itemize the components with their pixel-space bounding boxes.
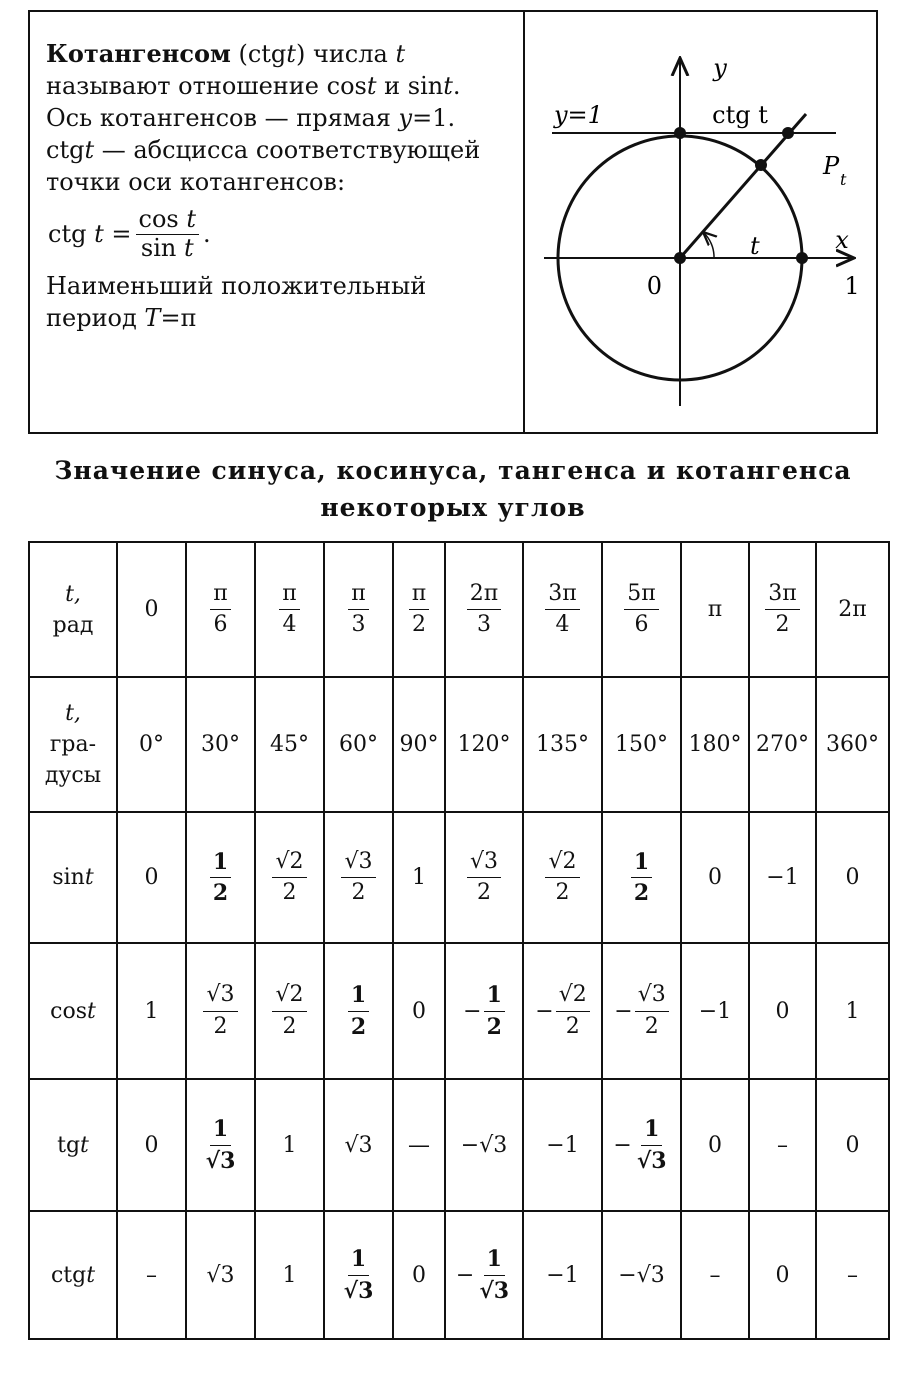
table-cell: 1: [255, 1079, 324, 1211]
table-row: [29, 1211, 889, 1339]
minus-sign: −: [614, 998, 633, 1024]
fraction: [484, 982, 505, 1040]
table-cell: 60°: [324, 677, 393, 812]
fraction: [348, 982, 369, 1040]
fraction: [409, 581, 429, 639]
line-label: y=1: [554, 101, 603, 129]
one-label: 1: [844, 272, 860, 300]
denominator: 2: [350, 1013, 367, 1040]
denominator: √3: [343, 1277, 374, 1304]
row-label: t, гра- дусы: [29, 677, 117, 812]
numerator: 1: [348, 1246, 369, 1275]
table-cell: –: [117, 1211, 186, 1339]
trig-values-table: [28, 541, 890, 1340]
table-cell: −1: [523, 1079, 602, 1211]
denominator: 2: [633, 880, 650, 906]
x-axis-label: x: [835, 226, 849, 254]
fraction: [467, 849, 501, 907]
table-row: [29, 1079, 889, 1211]
table-cell: [324, 1211, 393, 1339]
numerator: π: [210, 581, 230, 610]
table-cell: √3: [324, 1079, 393, 1211]
fraction: [634, 1116, 670, 1174]
table-cell: [324, 943, 393, 1079]
table-cell: 1: [255, 1211, 324, 1339]
denominator: 6: [634, 612, 649, 637]
y-axis-label: y: [713, 54, 727, 82]
numerator: √3: [635, 982, 669, 1011]
table-cell: [255, 812, 324, 943]
denominator: 2: [282, 1013, 297, 1039]
table-cell: 270°: [749, 677, 816, 812]
ctg-point: [782, 127, 794, 139]
table-cell: 0: [117, 1079, 186, 1211]
fraction: [348, 581, 368, 639]
table-cell: 0: [117, 542, 186, 677]
numerator: 1: [210, 849, 231, 878]
table-cell: 0: [393, 943, 445, 1079]
table-cell: 0: [816, 812, 889, 943]
table-cell: 90°: [393, 677, 445, 812]
fraction: [272, 982, 306, 1040]
fraction: [556, 982, 590, 1040]
numerator: √2: [272, 849, 306, 878]
numerator: π: [348, 581, 368, 610]
fraction: [765, 581, 799, 639]
table-cell: [445, 812, 523, 943]
denominator: 2: [213, 1013, 228, 1039]
table-cell: √3: [186, 1211, 255, 1339]
table-cell: [186, 812, 255, 943]
term: Котангенсом: [46, 39, 231, 68]
row-label: tgt: [29, 1079, 117, 1211]
table-cell: [445, 1211, 523, 1339]
ctg-label: ctg t: [712, 101, 768, 129]
row-label: ctgt: [29, 1211, 117, 1339]
denominator: 2: [476, 880, 491, 905]
table-cell: 0: [681, 1079, 749, 1211]
denominator: 2: [775, 612, 790, 637]
table-cell: 0: [393, 1211, 445, 1339]
denominator: 3: [477, 612, 491, 637]
numerator: 1: [210, 1116, 231, 1145]
table-cell: 120°: [445, 677, 523, 812]
table-cell: —: [393, 1079, 445, 1211]
table-cell: –: [749, 1079, 816, 1211]
numerator: √2: [556, 982, 590, 1011]
denominator: 2: [486, 1013, 502, 1040]
definition-text: Котангенсом (ctgt) числа t называют отношение cost и sint. Ось котангенсов — прямая y=1. ctgt — абсцисса соответствующей точки оси котангенсов: ctg t = $\frac{\text{cos t}}{\text{sin t}}$ . Наименьший положительный период T=π: [46, 38, 516, 334]
table-cell: [523, 542, 602, 677]
table-cell: −√3: [445, 1079, 523, 1211]
table-cell: π: [681, 542, 749, 677]
numerator: 1: [484, 1246, 505, 1275]
numerator: 3π: [765, 581, 799, 610]
table-cell: 180°: [681, 677, 749, 812]
table-cell: –: [816, 1211, 889, 1339]
numerator: √2: [545, 849, 579, 878]
table-cell: [523, 812, 602, 943]
minus-sign: −: [535, 998, 554, 1024]
table-cell: [324, 542, 393, 677]
table-row: [29, 542, 889, 677]
table-cell: 0°: [117, 677, 186, 812]
heading-line-2: некоторых углов: [320, 493, 586, 522]
table-cell: 0: [681, 812, 749, 943]
origin-point: [674, 252, 686, 264]
point-pt: [755, 159, 767, 171]
denominator: 2: [644, 1013, 659, 1039]
row-label: cost: [29, 943, 117, 1079]
fraction: [545, 581, 579, 639]
table-cell: [445, 542, 523, 677]
table-cell: 30°: [186, 677, 255, 812]
table-cell: [186, 542, 255, 677]
table-cell: [749, 542, 816, 677]
fraction: [545, 849, 579, 907]
numerator: √3: [467, 849, 501, 878]
denominator: 2: [565, 1013, 580, 1039]
table-row: [29, 812, 889, 943]
numerator: 2π: [467, 581, 501, 610]
fraction: [272, 849, 306, 907]
fraction: [203, 982, 237, 1040]
ctg-formula: ctg t = $\frac{\text{cos t}}{\text{sin t}}$ .: [48, 204, 211, 262]
minus-sign: −: [455, 1262, 475, 1288]
fraction: [624, 581, 658, 639]
fraction: [279, 581, 299, 639]
numerator: 1: [484, 982, 505, 1011]
table-cell: 45°: [255, 677, 324, 812]
point-one: [796, 252, 808, 264]
point-subscript: t: [840, 170, 847, 189]
table-cell: [523, 943, 602, 1079]
table-cell: 135°: [523, 677, 602, 812]
table-cell: –: [681, 1211, 749, 1339]
fraction: [203, 1116, 239, 1174]
denominator: 2: [351, 880, 366, 905]
box-divider: [523, 12, 525, 432]
row-label: sint: [29, 812, 117, 943]
numerator: √3: [203, 982, 237, 1011]
table-cell: 360°: [816, 677, 889, 812]
table-cell: [186, 943, 255, 1079]
table-cell: 1: [117, 943, 186, 1079]
denominator: 4: [555, 612, 570, 637]
table-cell: 0: [816, 1079, 889, 1211]
angle-label: t: [750, 232, 760, 260]
fraction: [476, 1246, 512, 1304]
fraction: [467, 581, 501, 639]
table-cell: 1: [393, 812, 445, 943]
fraction: [341, 849, 375, 907]
table-cell: 150°: [602, 677, 681, 812]
table-cell: −1: [523, 1211, 602, 1339]
denominator: 2: [212, 880, 229, 906]
numerator: 1: [631, 849, 652, 878]
table-cell: 0: [117, 812, 186, 943]
unit-circle-diagram: [540, 32, 880, 432]
table-cell: [602, 542, 681, 677]
table-cell: [255, 943, 324, 1079]
denominator: 2: [555, 880, 570, 905]
table-cell: [602, 1079, 681, 1211]
minus-sign: −: [463, 998, 482, 1024]
table-cell: 1: [816, 943, 889, 1079]
fraction: [635, 982, 669, 1040]
angle-arc: [703, 232, 714, 258]
table-cell: 0: [749, 943, 816, 1079]
denominator: 2: [282, 880, 297, 905]
numerator: π: [409, 581, 429, 610]
numerator: π: [279, 581, 299, 610]
fraction: [210, 581, 230, 639]
top-point: [674, 127, 686, 139]
numerator: √3: [341, 849, 375, 878]
origin-label: 0: [646, 272, 662, 300]
table-cell: [445, 943, 523, 1079]
table-cell: 2π: [816, 542, 889, 677]
table-cell: [602, 943, 681, 1079]
denominator: √3: [205, 1147, 236, 1174]
table-heading: [28, 452, 878, 526]
fraction: [631, 849, 652, 907]
table-cell: [602, 812, 681, 943]
formula-fraction: $\frac{\text{cos t}}{\text{sin t}}$: [136, 206, 200, 262]
table-cell: [324, 812, 393, 943]
heading-line-1: Значение синуса, косинуса, тангенса и котангенса: [54, 456, 852, 485]
fraction: [210, 849, 231, 907]
fraction: [341, 1246, 377, 1304]
table-cell: −√3: [602, 1211, 681, 1339]
denominator: √3: [479, 1277, 510, 1304]
denominator: √3: [636, 1147, 667, 1174]
row-label: t, рад: [29, 542, 117, 677]
table-cell: [255, 542, 324, 677]
table-cell: [186, 1079, 255, 1211]
table-cell: −1: [749, 812, 816, 943]
numerator: 1: [348, 982, 369, 1011]
table-row: [29, 677, 889, 812]
numerator: 5π: [624, 581, 658, 610]
table-cell: 0: [749, 1211, 816, 1339]
table-row: [29, 943, 889, 1079]
point-label: P: [823, 152, 840, 180]
minus-sign: −: [613, 1132, 632, 1158]
numerator: 3π: [545, 581, 579, 610]
denominator: 6: [213, 612, 228, 637]
denominator: 2: [412, 612, 426, 637]
numerator: √2: [272, 982, 306, 1011]
definition-box: [28, 10, 878, 434]
table-cell: −1: [681, 943, 749, 1079]
denominator: 4: [282, 612, 297, 637]
table-cell: [393, 542, 445, 677]
denominator: 3: [351, 612, 366, 637]
numerator: 1: [641, 1116, 662, 1145]
